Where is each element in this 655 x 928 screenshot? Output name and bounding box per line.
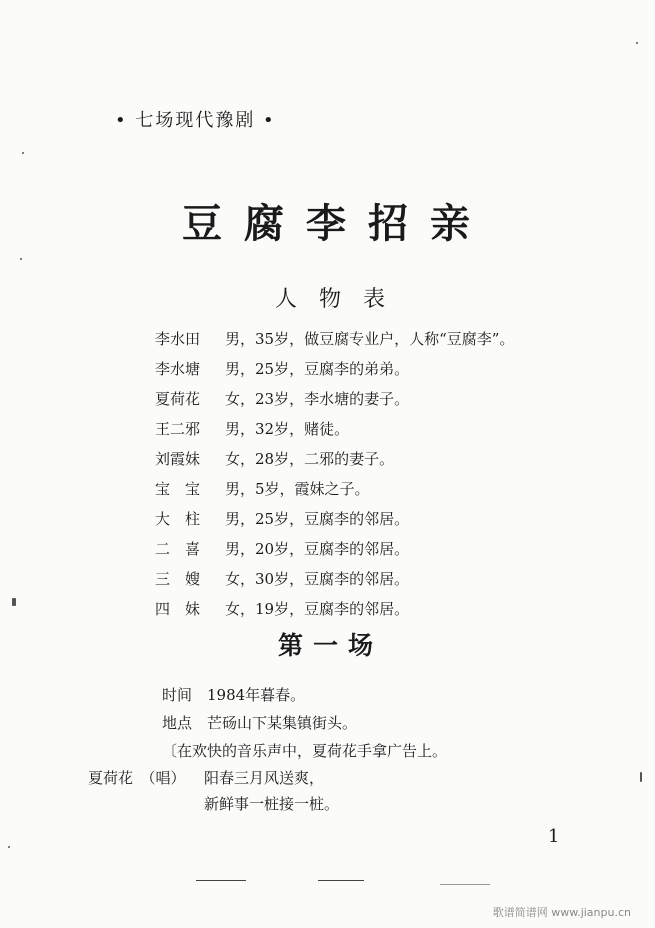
play-title: 豆腐李招亲: [182, 200, 492, 247]
character-description: 女，23岁，李水塘的妻子。: [225, 390, 410, 408]
watermark: 歌谱简谱网 www.jianpu.cn: [492, 906, 631, 919]
cast-row: [155, 384, 514, 414]
character-description: 男，35岁，做豆腐专业户，人称“豆腐李”。: [225, 330, 515, 348]
character-name: 三 嫂: [155, 570, 201, 588]
cast-row: [155, 354, 514, 384]
scan-speck: [20, 258, 22, 260]
speaker-label: 夏荷花 （唱）: [88, 769, 186, 787]
character-description: 男，32岁，赌徒。: [225, 420, 350, 438]
cast-list: [155, 324, 514, 624]
character-name: 李水田: [155, 330, 201, 348]
scan-speck: [12, 598, 16, 606]
lyric-line: 阳春三月风送爽，: [204, 769, 325, 787]
cast-row: [155, 564, 514, 594]
cast-row: [155, 414, 514, 444]
scan-rule: [196, 880, 246, 881]
scene-time: 时间 1984年暮春。: [162, 686, 306, 704]
character-name: 王二邪: [155, 420, 201, 438]
scan-speck: [640, 772, 642, 782]
lyric-line: 新鲜事一桩接一桩。: [204, 795, 340, 813]
cast-row: [155, 594, 514, 624]
cast-row: [155, 444, 514, 474]
scan-rule: [440, 884, 490, 885]
scan-speck: [636, 42, 638, 44]
character-name: 夏荷花: [155, 390, 201, 408]
character-description: 男，25岁，豆腐李的弟弟。: [225, 360, 410, 378]
character-description: 男，25岁，豆腐李的邻居。: [225, 510, 410, 528]
character-name: 刘霞妹: [155, 450, 201, 468]
cast-row: [155, 504, 514, 534]
character-description: 女，28岁，二邪的妻子。: [225, 450, 395, 468]
character-name: 李水塘: [155, 360, 201, 378]
character-description: 女，30岁，豆腐李的邻居。: [225, 570, 410, 588]
scan-rule: [318, 880, 364, 881]
scan-speck: [8, 846, 10, 848]
character-description: 男，5岁，霞妹之子。: [225, 480, 370, 498]
play-subtitle: • 七场现代豫剧 •: [115, 110, 276, 131]
cast-row: [155, 324, 514, 354]
stage-direction: 〔在欢快的音乐声中，夏荷花手拿广告上。: [162, 742, 448, 760]
scene-heading: 第一场: [278, 631, 384, 660]
cast-row: [155, 534, 514, 564]
cast-row: [155, 474, 514, 504]
scan-speck: [22, 152, 24, 154]
character-name: 宝 宝: [155, 480, 201, 498]
page-number: 1: [548, 826, 560, 847]
character-description: 男，20岁，豆腐李的邻居。: [225, 540, 410, 558]
character-name: 四 妹: [155, 600, 201, 618]
character-description: 女，19岁，豆腐李的邻居。: [225, 600, 410, 618]
character-name: 二 喜: [155, 540, 201, 558]
character-name: 大 柱: [155, 510, 201, 528]
cast-list-heading: 人物表: [275, 287, 408, 312]
scene-place: 地点 芒砀山下某集镇街头。: [162, 714, 358, 732]
